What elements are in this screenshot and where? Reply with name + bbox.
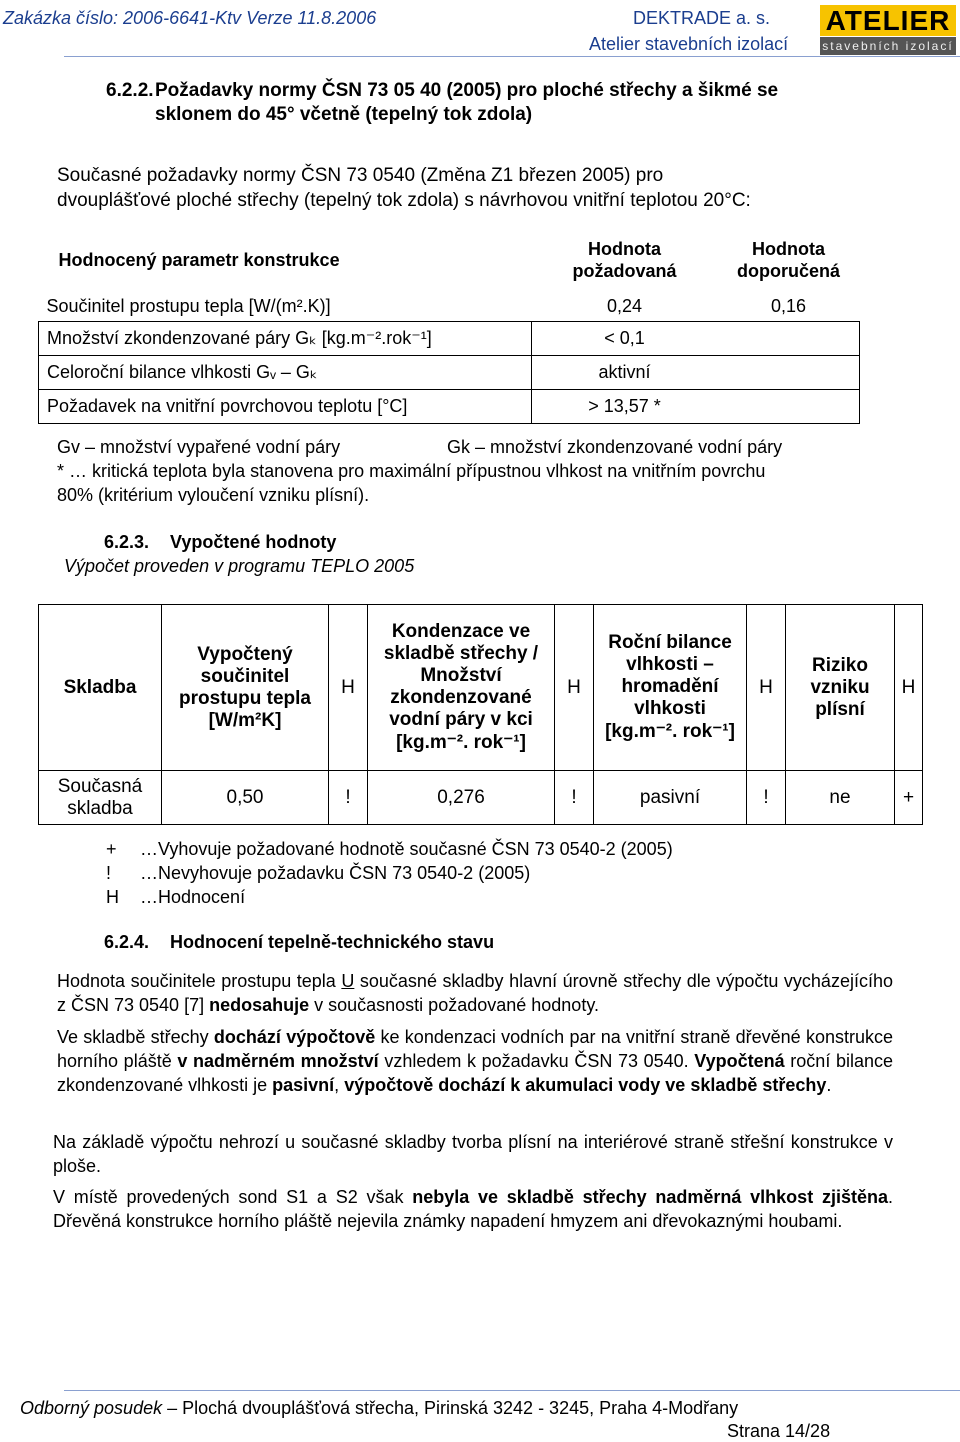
paragraph-mould: Na základě výpočtu nehrozí u současné skladby tvorba plísní na interiérové straně střešní konstrukce v ploše. bbox=[53, 1132, 893, 1176]
paragraph-probes bbox=[53, 1185, 893, 1233]
table-header-required: Hodnota požadovaná bbox=[572, 239, 677, 281]
section2-title: Vypočtené hodnoty bbox=[170, 532, 337, 552]
t2-header-h: H bbox=[895, 605, 923, 771]
text-span: , bbox=[334, 1075, 345, 1095]
t2-cell-h: ! bbox=[329, 771, 368, 825]
paragraph-condensation bbox=[57, 1025, 893, 1097]
t2-header-u-value: Vypočtený součinitel prostupu tepla [W/m²K] bbox=[162, 605, 329, 771]
legend-sym: + bbox=[106, 839, 117, 859]
table-cell-param: Požadavek na vnitřní povrchovou teplotu [°C] bbox=[39, 390, 532, 424]
note-gk: Gk – množství zkondenzované vodní páry bbox=[447, 437, 783, 457]
table-cell-value: < 0,1 bbox=[532, 322, 860, 356]
text-span: Hodnota součinitele prostupu tepla bbox=[57, 971, 342, 991]
t2-cell-h: ! bbox=[747, 771, 786, 825]
text-span: pasivní bbox=[272, 1075, 335, 1095]
legend-text: …Nevyhovuje požadavku ČSN 73 0540-2 (2005) bbox=[140, 863, 531, 883]
legend-sym: H bbox=[106, 887, 119, 907]
text-span: . bbox=[826, 1075, 832, 1095]
table-cell-recommended: 0,16 bbox=[770, 295, 807, 316]
t2-header-skladba: Skladba bbox=[39, 605, 162, 771]
requirements-table bbox=[38, 229, 860, 424]
footer-rule bbox=[64, 1390, 960, 1391]
text-span: Ve skladbě střechy bbox=[57, 1027, 214, 1047]
table-cell-param: Součinitel prostupu tepla [W/(m².K)] bbox=[46, 295, 331, 316]
section-title-line1: Požadavky normy ČSN 73 05 40 (2005) pro ploché střechy a šikmé se bbox=[155, 80, 779, 101]
text-span: současné skladby hlavní úrovně střechy dle výpočtu vycházejícího z ČSN 73 0540 [7] bbox=[57, 971, 893, 1015]
note-star-line1: * … kritická teplota byla stanovena pro maximální přípustnou vlhkost na vnitřním povrchu bbox=[57, 461, 766, 481]
text-span: Vypočtená bbox=[694, 1051, 785, 1071]
section3-title: Hodnocení tepelně-technického stavu bbox=[170, 932, 495, 952]
text-span: roční bilance zkondenzované vlhkosti je bbox=[57, 1051, 893, 1095]
text-span: dochází výpočtově bbox=[213, 1027, 376, 1047]
text-span: ke kondenzaci vodních par na vnitřní straně dřevěné konstrukce horního pláště bbox=[57, 1027, 894, 1071]
t2-cell-h: + bbox=[895, 771, 923, 825]
t2-header-moisture-balance: Roční bilance vlhkosti – hromadění vlhkosti [kg.m⁻². rok⁻¹] bbox=[594, 605, 747, 771]
table-header-recommended: Hodnota doporučená bbox=[736, 239, 840, 281]
footer-label: Odborný posudek bbox=[20, 1398, 163, 1418]
atelier-logo bbox=[820, 5, 956, 55]
note-gv: Gv – množství vypařené vodní páry bbox=[57, 437, 341, 457]
t2-cell-mould-risk: ne bbox=[786, 771, 895, 825]
section2-number: 6.2.3. bbox=[104, 532, 150, 552]
section-title-line2: sklonem do 45° včetně (tepelný tok zdola) bbox=[155, 104, 533, 125]
table-header-param: Hodnocený parametr konstrukce bbox=[58, 249, 340, 270]
legend-text: …Hodnocení bbox=[140, 887, 246, 907]
t2-header-condensation: Kondenzace ve skladbě střechy / Množství zkondenzované vodní páry v kci [kg.m⁻². rok⁻¹] bbox=[368, 605, 555, 771]
calculated-values-table bbox=[38, 604, 923, 825]
t2-cell-moisture-balance: pasivní bbox=[594, 771, 747, 825]
t2-header-h: H bbox=[747, 605, 786, 771]
t2-header-h: H bbox=[555, 605, 594, 771]
text-span: v nadměrném množství bbox=[177, 1051, 379, 1071]
t2-cell-skladba: Současná skladba bbox=[39, 771, 162, 825]
t2-header-h: H bbox=[329, 605, 368, 771]
paragraph-u-value bbox=[57, 969, 893, 1017]
t2-header-mould-risk: Riziko vzniku plísní bbox=[786, 605, 895, 771]
text-span: vzhledem k požadavku ČSN 73 0540. bbox=[378, 1051, 695, 1071]
text-span: V místě provedených sond S1 a S2 však bbox=[53, 1187, 413, 1207]
text-span: nedosahuje bbox=[209, 995, 310, 1015]
t2-cell-h: ! bbox=[555, 771, 594, 825]
section-number: 6.2.2. bbox=[106, 80, 154, 101]
table-cell-param: Celoroční bilance vlhkosti Gᵥ – Gₖ bbox=[39, 356, 532, 390]
table-cell-value: aktivní bbox=[532, 356, 860, 390]
intro-line1: Současné požadavky normy ČSN 73 0540 (Změna Z1 březen 2005) pro bbox=[57, 165, 664, 186]
logo-bottom: stavebních izolací bbox=[820, 37, 956, 55]
table-cell-param: Množství zkondenzované páry Gₖ [kg.m⁻².rok⁻¹] bbox=[39, 322, 532, 356]
header-rule bbox=[64, 56, 960, 57]
intro-line2: dvouplášťové ploché střechy (tepelný tok zdola) s návrhovou vnitřní teplotou 20°C: bbox=[57, 190, 751, 211]
text-span: výpočtově dochází k akumulaci vody ve skladbě střechy bbox=[344, 1075, 827, 1095]
header-company: DEKTRADE a. s. bbox=[633, 8, 771, 28]
header-order-info: Zakázka číslo: 2006-6641-Ktv Verze 11.8.2006 bbox=[3, 8, 377, 28]
table-cell-value: > 13,57 * bbox=[532, 390, 860, 424]
section3-number: 6.2.4. bbox=[104, 932, 150, 952]
footer-title bbox=[20, 1398, 738, 1419]
page-number: Strana 14/28 bbox=[727, 1421, 831, 1441]
text-span: nebyla ve skladbě střechy nadměrná vlhkost zjištěna bbox=[412, 1187, 888, 1207]
footer-text: – Plochá dvouplášťová střecha, Pirinská 3242 - 3245, Praha 4-Modřany bbox=[162, 1398, 739, 1418]
t2-cell-u-value: 0,50 bbox=[162, 771, 329, 825]
note-star-line2: 80% (kritérium vyloučení vzniku plísní). bbox=[57, 485, 370, 505]
header-subtitle: Atelier stavebních izolací bbox=[589, 34, 789, 54]
text-span: U bbox=[341, 971, 355, 991]
legend-sym: ! bbox=[106, 863, 112, 883]
logo-top: ATELIER bbox=[820, 5, 956, 36]
text-span: v současnosti požadované hodnoty. bbox=[309, 995, 599, 1015]
section2-subtitle: Výpočet proveden v programu TEPLO 2005 bbox=[64, 556, 415, 576]
table-cell-required: 0,24 bbox=[606, 295, 643, 316]
text-span: . Dřevěná konstrukce horního pláště nejevila známky napadení hmyzem ani dřevokaznými houbami. bbox=[53, 1187, 893, 1231]
t2-cell-condensation: 0,276 bbox=[368, 771, 555, 825]
legend-text: …Vyhovuje požadované hodnotě současné ČSN 73 0540-2 (2005) bbox=[140, 839, 673, 859]
